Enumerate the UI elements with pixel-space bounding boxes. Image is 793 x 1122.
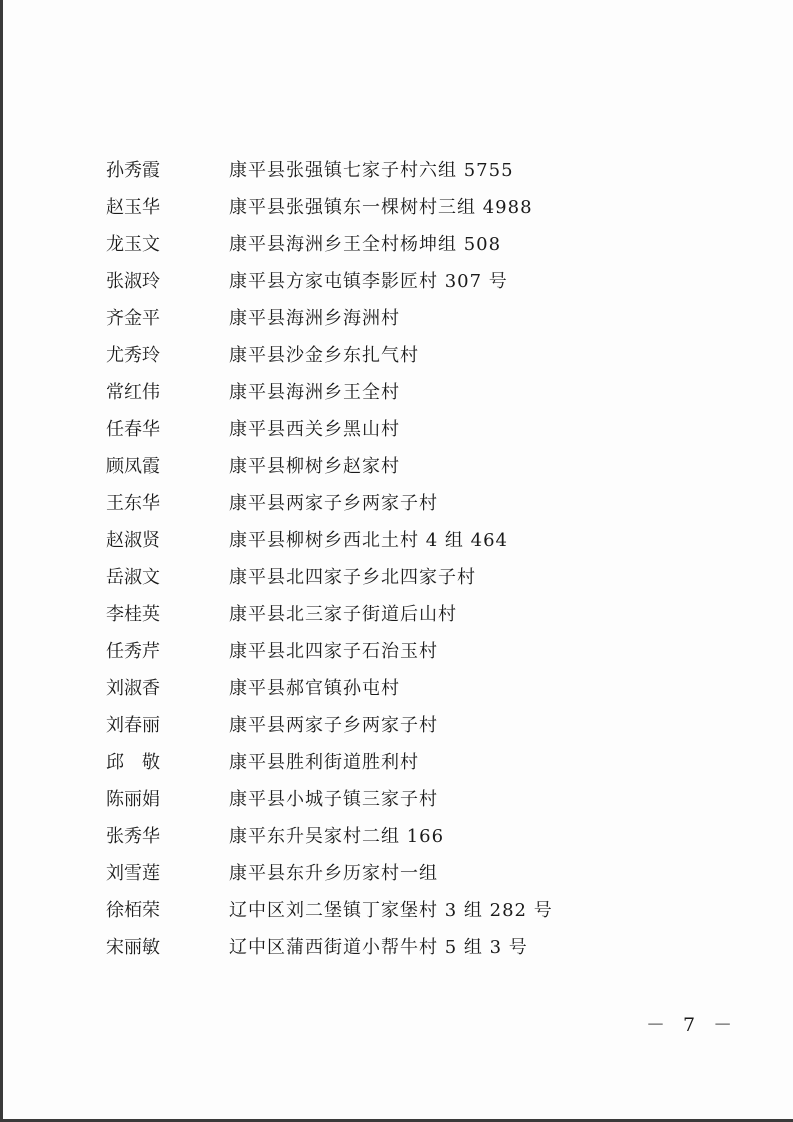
- list-item: [0, 744, 793, 781]
- list-item: [0, 411, 793, 448]
- person-address: 康平县北四家子乡北四家子村: [229, 567, 476, 588]
- person-address: 康平县柳树乡赵家村: [229, 456, 400, 477]
- person-address: 康平县郝官镇孙屯村: [229, 678, 400, 699]
- person-name: 刘淑香: [106, 678, 160, 699]
- list-item: [0, 448, 793, 485]
- list-item: [0, 855, 793, 892]
- person-name: 刘春丽: [106, 715, 160, 736]
- person-address: 康平县海洲乡海洲村: [229, 308, 400, 329]
- person-address: 康平县沙金乡东扎气村: [229, 345, 419, 366]
- person-address: 康平县北三家子街道后山村: [229, 604, 457, 625]
- page-number: － 7 －: [646, 1014, 739, 1036]
- list-item: [0, 485, 793, 522]
- list-item: [0, 929, 793, 966]
- person-address: 康平县张强镇东一棵树村三组 4988: [229, 197, 533, 218]
- person-name: 宋丽敏: [106, 937, 160, 958]
- list-item: [0, 189, 793, 226]
- person-address: 康平县柳树乡西北土村 4 组 464: [229, 530, 508, 551]
- person-address: 康平县小城子镇三家子村: [229, 789, 438, 810]
- person-address: 辽中区蒲西街道小帮牛村 5 组 3 号: [229, 937, 528, 958]
- person-name: 张秀华: [106, 826, 160, 847]
- list-item: [0, 781, 793, 818]
- person-address: 康平县两家子乡两家子村: [229, 493, 438, 514]
- person-address: 康平县海洲乡王全村杨坤组 508: [229, 234, 502, 255]
- person-address: 康平县张强镇七家子村六组 5755: [229, 160, 514, 181]
- person-address: 康平县西关乡黑山村: [229, 419, 400, 440]
- list-item: [0, 263, 793, 300]
- person-name: 尤秀玲: [106, 345, 160, 366]
- person-name: 陈丽娟: [106, 789, 160, 810]
- person-name: 龙玉文: [106, 234, 160, 255]
- list-item: [0, 707, 793, 744]
- list-item: [0, 670, 793, 707]
- list-item: [0, 300, 793, 337]
- list-item: [0, 633, 793, 670]
- person-name: 赵玉华: [106, 197, 160, 218]
- person-name: 任春华: [106, 419, 160, 440]
- list-item: [0, 226, 793, 263]
- person-name: 邱 敬: [106, 752, 160, 773]
- person-address: 康平县海洲乡王全村: [229, 382, 400, 403]
- person-address: 辽中区刘二堡镇丁家堡村 3 组 282 号: [229, 900, 553, 921]
- person-address: 康平县胜利街道胜利村: [229, 752, 419, 773]
- person-address: 康平县方家屯镇李影匠村 307 号: [229, 271, 508, 292]
- person-name: 岳淑文: [106, 567, 160, 588]
- person-address: 康平县两家子乡两家子村: [229, 715, 438, 736]
- list-item: [0, 559, 793, 596]
- list-item: [0, 522, 793, 559]
- list-item: [0, 337, 793, 374]
- person-name: 刘雪莲: [106, 863, 160, 884]
- person-address: 康平东升吴家村二组 166: [229, 826, 445, 847]
- person-name: 徐栢荣: [106, 900, 160, 921]
- list-item: [0, 374, 793, 411]
- person-name: 张淑玲: [106, 271, 160, 292]
- person-name: 任秀芹: [106, 641, 160, 662]
- person-address: 康平县北四家子石治玉村: [229, 641, 438, 662]
- person-name: 王东华: [106, 493, 160, 514]
- person-name: 赵淑贤: [106, 530, 160, 551]
- list-item: [0, 596, 793, 633]
- list-item: [0, 892, 793, 929]
- person-address: 康平县东升乡历家村一组: [229, 863, 438, 884]
- list-item: [0, 818, 793, 855]
- person-name: 齐金平: [106, 308, 160, 329]
- person-name: 孙秀霞: [106, 160, 160, 181]
- person-name: 顾凤霞: [106, 456, 160, 477]
- person-name: 李桂英: [106, 604, 160, 625]
- person-name: 常红伟: [106, 382, 160, 403]
- name-address-list: [0, 152, 793, 966]
- list-item: [0, 152, 793, 189]
